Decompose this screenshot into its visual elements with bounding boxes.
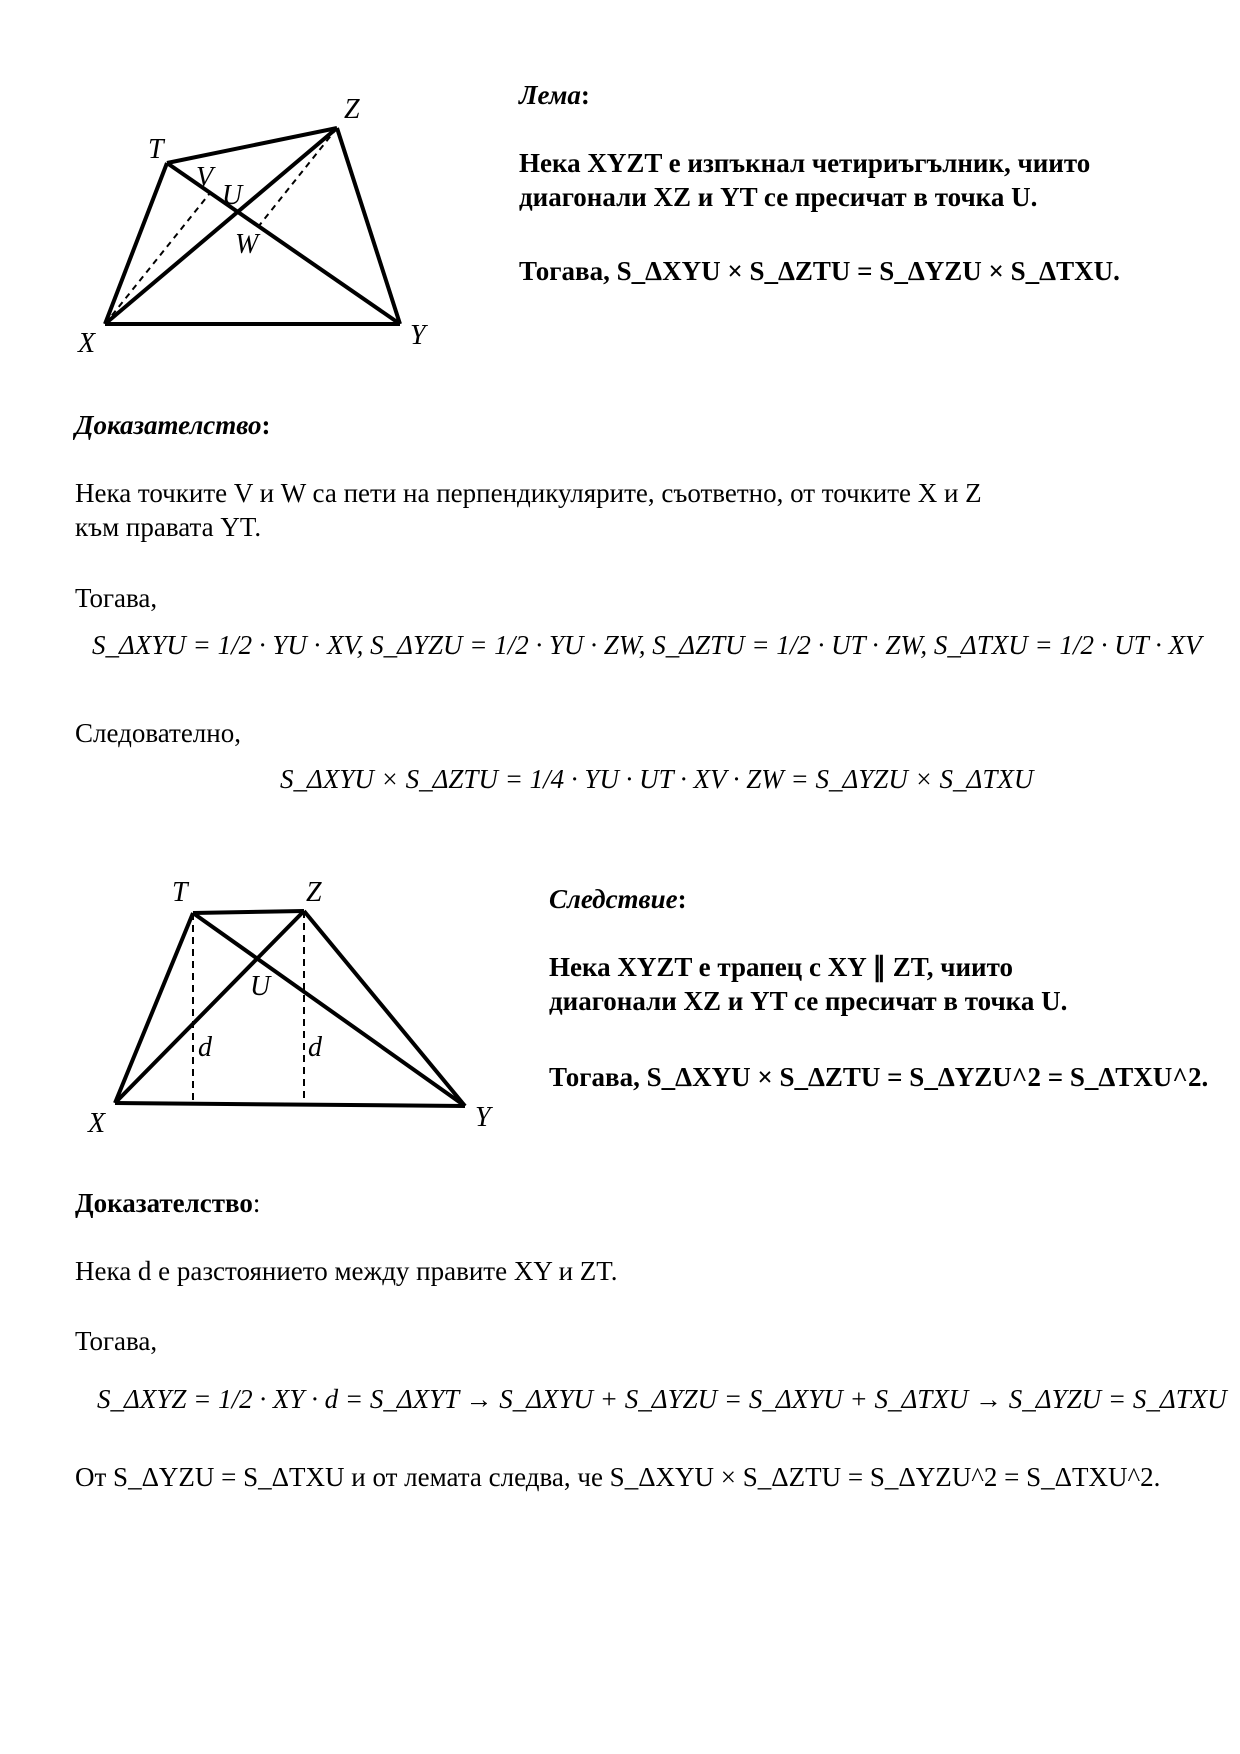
proof1-result: S_ΔXYU × S_ΔZTU = 1/4 · YU · UT · XV · ZW = S_ΔYZU × S_ΔTXU	[280, 764, 1034, 794]
proof1-heading: Доказателство:	[75, 410, 271, 440]
lemma-heading: Лема:	[519, 80, 590, 110]
proof2-formula: S_ΔXYZ = 1/2 · XY · d = S_ΔXYT → S_ΔXYU + S_ΔYZU = S_ΔXYU + S_ΔTXU → S_ΔYZU = S_ΔTXU	[97, 1384, 1227, 1414]
corollary-statement: Тогава, S_ΔXYU × S_ΔZTU = S_ΔYZU^2 = S_ΔTXU^2.	[549, 1062, 1209, 1092]
label-W: W	[235, 229, 259, 260]
side-XY	[115, 1103, 465, 1106]
label-d-left: d	[198, 1032, 212, 1063]
label-Y: Y	[410, 320, 426, 351]
proof2-conclusion: От S_ΔYZU = S_ΔTXU и от лемата следва, че S_ΔXYU × S_ΔZTU = S_ΔYZU^2 = S_ΔTXU^2.	[75, 1462, 1161, 1492]
side-YZ	[337, 128, 400, 324]
perpendicular-XV	[105, 193, 210, 324]
proof1-then: Тогава,	[75, 583, 158, 613]
lemma-line-2: диагонали XZ и YT се пресичат в точка U.	[519, 182, 1038, 212]
label-V: V	[196, 162, 214, 193]
label-X: X	[78, 328, 96, 359]
label-U: U	[222, 180, 243, 211]
figure-quadrilateral	[60, 90, 480, 410]
corollary-statement-formula: S_ΔXYU × S_ΔZTU = S_ΔYZU^2 = S_ΔTXU^2.	[646, 1062, 1209, 1092]
side-ZT	[193, 911, 304, 913]
label-d-right: d	[308, 1032, 322, 1063]
proof2-then: Тогава,	[75, 1326, 158, 1356]
lemma-statement: Тогава, S_ΔXYU × S_ΔZTU = S_ΔYZU × S_ΔTXU.	[519, 256, 1120, 286]
label-Z: Z	[344, 94, 360, 125]
proof2-heading: Доказателство:	[75, 1188, 261, 1218]
diagonal-XZ	[105, 128, 337, 324]
lemma-line-1: Нека XYZT е изпъкнал четириъгълник, чиито	[519, 148, 1091, 178]
label-Y: Y	[475, 1102, 491, 1133]
side-TX	[115, 913, 193, 1103]
figure-trapezoid	[70, 870, 510, 1140]
label-X: X	[88, 1108, 106, 1139]
proof1-line-2: към правата YT.	[75, 512, 262, 542]
side-ZT	[167, 128, 337, 163]
proof2-line-1: Нека d е разстоянието между правите XY и ZT.	[75, 1256, 618, 1286]
label-T: T	[172, 877, 188, 908]
label-Z: Z	[306, 877, 322, 908]
proof1-area-formulas: S_ΔXYU = 1/2 · YU · XV, S_ΔYZU = 1/2 · YU · ZW, S_ΔZTU = 1/2 · UT · ZW, S_ΔTXU = 1/2 · UT · XV	[92, 630, 1202, 660]
proof1-therefore: Следователно,	[75, 718, 241, 748]
corollary-line-1: Нека XYZT е трапец с XY ∥ ZT, чиито	[549, 952, 1013, 982]
proof1-line-1: Нека точките V и W са пети на перпендикулярите, съответно, от точките X и Z	[75, 478, 982, 508]
diagonal-XZ	[115, 911, 304, 1103]
label-T: T	[148, 134, 164, 165]
lemma-statement-formula: S_ΔXYU × S_ΔZTU = S_ΔYZU × S_ΔTXU.	[616, 256, 1120, 286]
label-U: U	[250, 971, 271, 1002]
corollary-line-2: диагонали XZ и YT се пресичат в точка U.	[549, 986, 1068, 1016]
corollary-heading: Следствие:	[549, 884, 687, 914]
